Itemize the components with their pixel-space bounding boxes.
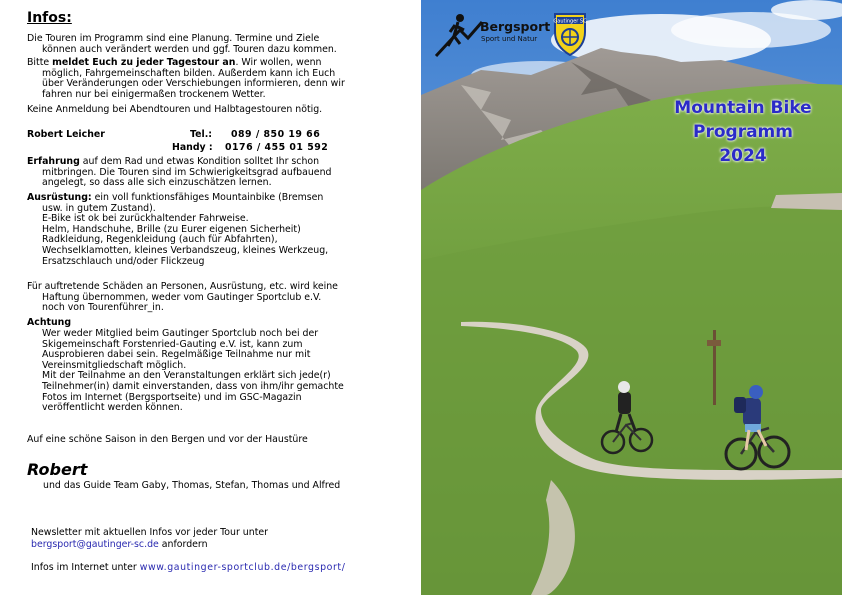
hiker-icon (434, 12, 484, 58)
ausruestung-line-3: E-Bike ist ok bei zurückhaltender Fahrweise. (42, 213, 249, 225)
cover-page (421, 0, 842, 595)
haftung-line-3: noch von Tourenführer_in. (42, 302, 164, 314)
haftung-line-1: Für auftretende Schäden an Personen, Ausrüstung, etc. wird keine (27, 281, 338, 292)
newsletter-email-line: bergsport@gautinger-sc.de anfordern (31, 539, 208, 550)
signature: Robert (27, 460, 88, 479)
website-link[interactable]: www.gautinger-sportclub.de/bergsport/ (139, 562, 346, 573)
intro-line-2: können auch verändert werden und ggf. Touren dazu kommen. (42, 43, 337, 55)
handy-number: 0176 / 455 01 592 (225, 142, 329, 153)
club-badge-icon (553, 12, 587, 56)
closing-line: Auf eine schöne Saison in den Bergen und vor der Haustüre (27, 434, 308, 445)
email-link[interactable]: bergsport@gautinger-sc.de (31, 539, 159, 550)
erfahrung-line-2: mitbringen. Die Touren sind im Schwierigkeitsgrad aufbauend (42, 166, 332, 178)
ausruestung-line-6: Wechselklamotten, kleines Verbandszeug, kleines Werkzeug, (42, 245, 329, 256)
program-title (658, 96, 828, 168)
ausruestung-line: Ausrüstung: ein voll funktionsfähiges Mountainbike (Bremsen (27, 192, 324, 203)
badge-label: Gautinger SC (553, 18, 587, 25)
achtung-line-6: Teilnehmer(in) damit einverstanden, dass von ihm/ihr gemachte (42, 381, 344, 392)
guide-team-line: und das Guide Team Gaby, Thomas, Stefan, Thomas und Alfred (43, 480, 341, 491)
ausruestung-line-2: usw. in gutem Zustand). (42, 202, 156, 214)
achtung-line-3: Ausprobieren dabei sein. Regelmäßige Teilnahme nur mit (42, 349, 311, 361)
achtung-line-1: Wer weder Mitglied beim Gautinger Sportclub noch bei der (42, 328, 319, 339)
ausruestung-line-7: Ersatzschlauch und/oder Flickzeug (42, 255, 205, 267)
title-line-1: Mountain Bike (674, 98, 812, 118)
tel-label: Tel.: (190, 129, 213, 140)
achtung-line-5: Mit der Teilnahme an den Veranstaltungen erklärt sich jede(r) (42, 370, 331, 382)
newsletter-line: Newsletter mit aktuellen Infos vor jeder Tour unter (31, 527, 268, 538)
achtung-line-8: veröffentlicht werden können. (42, 402, 183, 414)
logo-title: Bergsport (480, 19, 551, 34)
tel-number: 089 / 850 19 66 (231, 129, 321, 140)
achtung-line-7: Fotos im Internet (Bergsportseite) und im GSC-Magazin (42, 391, 302, 403)
signup-line-3: über Veränderungen oder Verschiebungen informieren, denn wir (42, 78, 345, 90)
haftung-line-2: Haftung übernommen, weder vom Gautinger Sportclub e.V. (42, 291, 322, 303)
signup-line: Bitte meldet Euch zu jeder Tagestour an. Wir wollen, wenn (27, 57, 322, 68)
ausruestung-line-5: Radkleidung, Regenkleidung (auch für Abfahrten), (42, 234, 278, 246)
achtung-label: Achtung (27, 317, 72, 328)
handy-label: Handy : (172, 142, 213, 153)
achtung-line-4: Vereinsmitgliedschaft möglich. (42, 359, 187, 371)
title-line-2: Programm (693, 122, 793, 142)
ausruestung-line-4: Helm, Handschuhe, Brille (zu Eurer eigenen Sicherheit) (42, 223, 301, 235)
achtung-line-2: Skigemeinschaft Forstenried-Gauting e.V. ist, kann zum (42, 338, 303, 350)
intro-line-1: Die Touren im Programm sind eine Planung. Termine und Ziele (27, 33, 320, 44)
info-heading: Infos: (27, 10, 72, 26)
signup-line-2: möglich, Fahrgemeinschaften bilden. Außerdem kann ich Euch (42, 67, 336, 79)
erfahrung-line: Erfahrung auf dem Rad und etwas Kondition solltet Ihr schon (27, 156, 320, 167)
signup-line-4: fahren nur bei einigermaßen trockenem Wetter. (42, 88, 266, 100)
no-signup-note: Keine Anmeldung bei Abendtouren und Halbtagestouren nötig. (27, 104, 323, 115)
logo-subtitle: Sport und Natur (481, 35, 538, 43)
erfahrung-line-3: angelegt, so dass alle sich einzuschätzen lernen. (42, 177, 272, 189)
internet-line: Infos im Internet unter www.gautinger-sportclub.de/bergsport/ (31, 562, 346, 573)
title-line-3: 2024 (719, 146, 767, 166)
cover-photo (421, 0, 842, 595)
contact-name: Robert Leicher (27, 129, 105, 140)
